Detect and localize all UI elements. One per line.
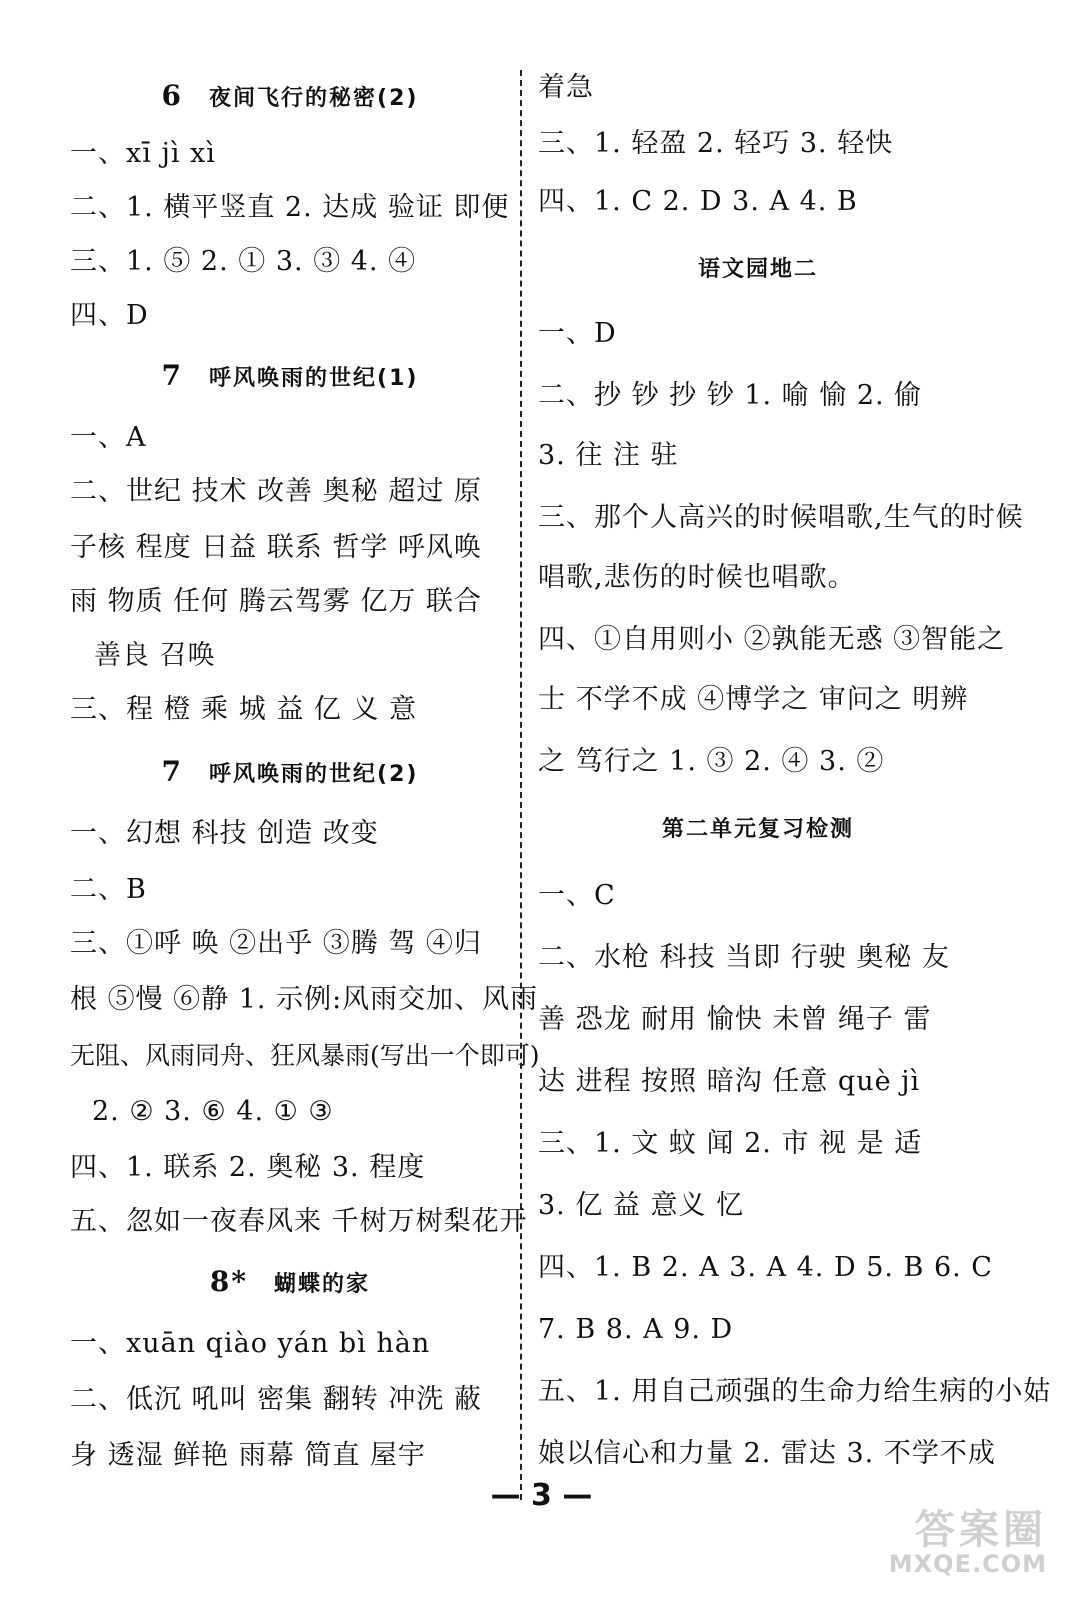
answer-line: 三、1. 文 蚊 闻 2. 市 视 是 适 (538, 1128, 923, 1159)
answer-line: 根 ⑤慢 ⑥静 1. 示例:风雨交加、风雨 (70, 984, 539, 1015)
answer-line: 一、A (70, 422, 147, 453)
page-number: — 3 — (490, 1478, 593, 1513)
answer-line: 娘以信心和力量 2. 雷达 3. 不学不成 (538, 1438, 996, 1469)
answer-line: 雨 物质 任何 腾云驾雾 亿万 联合 (70, 586, 482, 617)
answer-line: 无阻、风雨同舟、狂风暴雨(写出一个即可) (70, 1041, 540, 1070)
column-divider (520, 70, 522, 1500)
answer-line: 身 透湿 鲜艳 雨幕 简直 屋宇 (70, 1440, 426, 1471)
answer-line: 四、1. C 2. D 3. A 4. B (538, 186, 858, 217)
answer-line: 五、1. 用自己顽强的生命力给生病的小姑 (538, 1376, 1052, 1407)
answer-line: 三、那个人高兴的时候唱歌,生气的时候 (538, 502, 1024, 533)
answer-line: 一、xī jì xì (70, 138, 216, 169)
section-title-7-1: 7 呼风唤雨的世纪(1) (161, 359, 419, 392)
answer-line: 四、1. 联系 2. 奥秘 3. 程度 (70, 1152, 426, 1183)
answer-line: 子核 程度 日益 联系 哲学 呼风唤 (70, 532, 482, 563)
answer-line: 一、D (538, 318, 617, 349)
answer-line: 三、①呼 唤 ②出乎 ③腾 驾 ④归 (70, 928, 482, 959)
answer-line: 7. B 8. A 9. D (538, 1314, 734, 1345)
watermark-url: MXQE.COM (888, 1550, 1047, 1578)
answer-line: 二、世纪 技术 改善 奥秘 超过 原 (70, 476, 482, 507)
answer-line: 二、抄 钞 抄 钞 1. 喻 愉 2. 偷 (538, 380, 923, 411)
answer-line: 一、xuān qiào yán bì hàn (70, 1328, 431, 1359)
answer-line: 士 不学不成 ④博学之 审问之 明辨 (538, 684, 969, 715)
answer-line: 善良 召唤 (94, 640, 216, 671)
answer-line: 四、①自用则小 ②孰能无惑 ③智能之 (538, 624, 1006, 655)
section-title-yuwen-yuandi: 语文园地二 (697, 257, 818, 282)
answer-line: 3. 亿 益 意义 忆 (538, 1190, 745, 1221)
answer-line: 达 进程 按照 暗沟 任意 què jì (538, 1066, 921, 1097)
answer-line: 善 恐龙 耐用 愉快 未曾 绳子 雷 (538, 1004, 932, 1035)
answer-line: 三、1. 轻盈 2. 轻巧 3. 轻快 (538, 128, 894, 159)
section-title-6-2: 6 夜间飞行的秘密(2) (161, 79, 419, 112)
answer-line: 二、1. 横平竖直 2. 达成 验证 即便 (70, 192, 510, 223)
answer-line: 二、水枪 科技 当即 行驶 奥秘 友 (538, 942, 950, 973)
answer-line: 一、C (538, 880, 616, 911)
watermark-logo (853, 1498, 1053, 1578)
answer-line: 一、幻想 科技 创造 改变 (70, 818, 379, 849)
answer-line: 着急 (538, 72, 594, 103)
section-title-8: 8* 蝴蝶的家 (209, 1265, 371, 1298)
answer-line: 3. 往 注 驻 (538, 440, 679, 471)
answer-line: 之 笃行之 1. ③ 2. ④ 3. ② (538, 746, 885, 777)
answer-line: 四、1. B 2. A 3. A 4. D 5. B 6. C (538, 1252, 993, 1283)
answer-line: 二、B (70, 874, 147, 905)
watermark-text: 答案圈 (915, 1507, 1047, 1553)
answer-line: 五、忽如一夜春风来 千树万树梨花开 (70, 1206, 528, 1237)
answer-line: 四、D (70, 300, 149, 331)
answer-line: 三、程 橙 乘 城 益 亿 义 意 (70, 694, 418, 725)
answer-line: 三、1. ⑤ 2. ① 3. ③ 4. ④ (70, 246, 417, 277)
section-title-7-2: 7 呼风唤雨的世纪(2) (161, 755, 419, 788)
section-title-unit2-review: 第二单元复习检测 (661, 817, 854, 842)
answer-line: 二、低沉 吼叫 密集 翻转 冲洗 蔽 (70, 1384, 482, 1415)
answer-line: 2. ② 3. ⑥ 4. ① ③ (92, 1096, 334, 1127)
answer-line: 唱歌,悲伤的时候也唱歌。 (538, 562, 856, 593)
